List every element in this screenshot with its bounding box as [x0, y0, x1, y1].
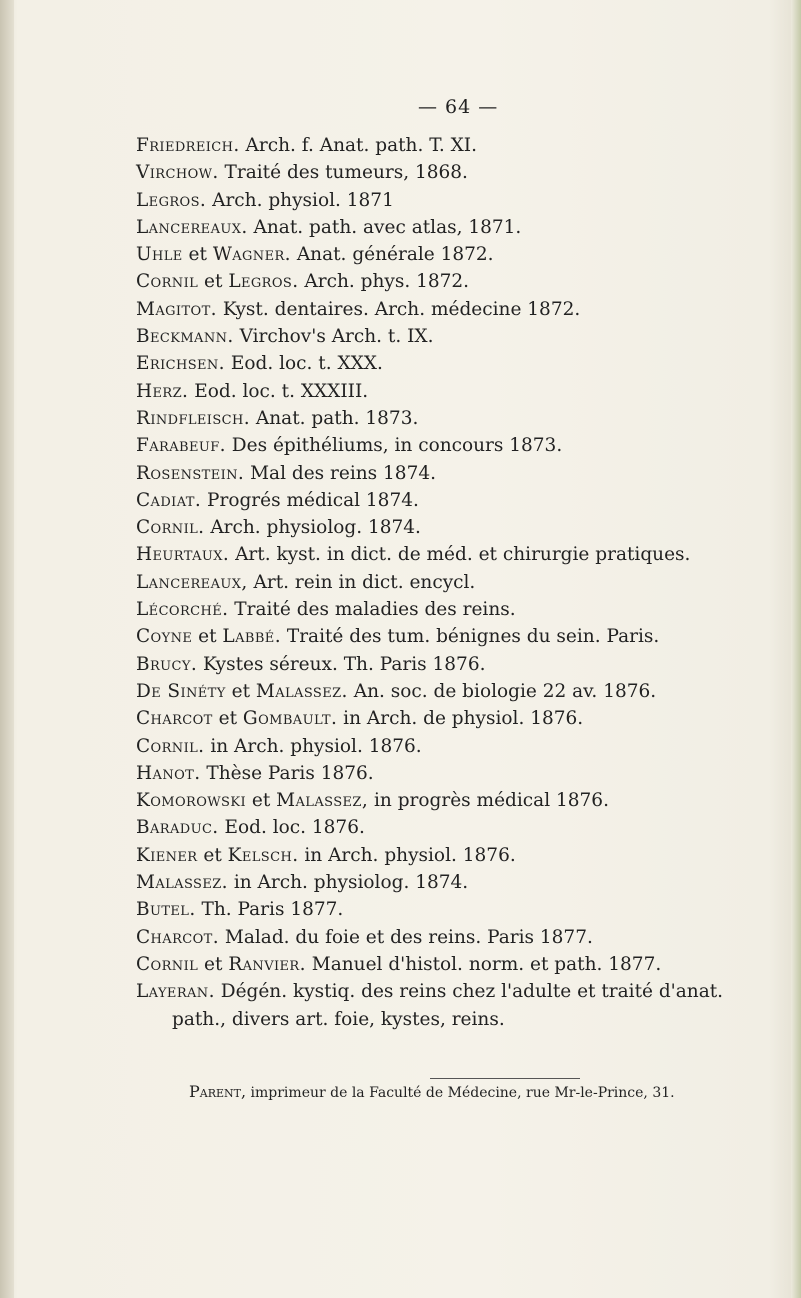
- entry-text: et: [192, 626, 223, 648]
- entry-text: Des épithéliums, in concours 1873.: [225, 435, 563, 457]
- entry-author: Cornil: [136, 953, 199, 975]
- entry-text: in Arch. physiolog. 1874.: [227, 872, 469, 894]
- entry-reference: An. soc. de biologie 22 av. 1876.: [347, 680, 657, 702]
- entry-coauthor: Malassez.: [255, 680, 348, 702]
- entry-text: Arch. physiolog. 1874.: [204, 517, 421, 539]
- entry-author: Cornil.: [136, 735, 205, 757]
- bibliography-entry: [136, 378, 786, 405]
- entry-text: in Arch. physiol. 1876.: [204, 735, 422, 757]
- entry-author: Lancereaux,: [136, 571, 248, 593]
- bibliography-entry: [136, 651, 786, 678]
- printer-footer: [189, 1082, 675, 1101]
- entry-coauthor: Legros.: [228, 271, 299, 293]
- entry-author: Butel.: [136, 899, 196, 921]
- bibliography-entry: [136, 487, 786, 514]
- entry-reference: Arch. phys. 1872.: [298, 271, 470, 293]
- bibliography-entry: [136, 705, 786, 732]
- printer-details: imprimeur de la Faculté de Médecine, rue Mr-le-Prince, 31.: [246, 1085, 675, 1101]
- entry-author: Layeran.: [136, 981, 215, 1003]
- bibliography-entry: [136, 896, 786, 923]
- page-number: — 64 —: [418, 96, 499, 118]
- entry-author: Herz.: [136, 380, 189, 402]
- bibliography-entry: [136, 760, 786, 787]
- bibliography-entry: [136, 268, 786, 295]
- entry-text: Dégén. kystiq. des reins chez l'adulte et traité d'anat.: [214, 981, 724, 1003]
- entry-text: et: [225, 680, 256, 702]
- bibliography-entry: [136, 869, 786, 896]
- entry-text: Eod. loc. 1876.: [218, 817, 365, 839]
- entry-text: Kyst. dentaires. Arch. médecine 1872.: [216, 298, 581, 320]
- printer-name: Parent,: [189, 1082, 247, 1101]
- entry-reference: in Arch. physiol. 1876.: [298, 844, 516, 866]
- bibliography-entry: [136, 787, 786, 814]
- entry-text: Arch. physiol. 1871: [206, 189, 394, 211]
- entry-text: Malad. du foie et des reins. Paris 1877.: [219, 926, 593, 948]
- bibliography-entry: [136, 514, 786, 541]
- entry-coauthor: Gombault.: [242, 708, 338, 730]
- bibliography-entry: [136, 623, 786, 650]
- bibliography-entry: [136, 814, 786, 841]
- footer-rule: [430, 1078, 580, 1079]
- bibliography-entry: [136, 187, 786, 214]
- entry-reference: Traité des tum. bénignes du sein. Paris.: [280, 626, 660, 648]
- entry-reference: Manuel d'histol. norm. et path. 1877.: [305, 953, 662, 975]
- bibliography-entry: [136, 842, 786, 869]
- entry-author: Friedreich.: [136, 135, 240, 156]
- entry-coauthor: Ranvier.: [228, 953, 306, 975]
- entry-author: Lécorché.: [136, 599, 229, 621]
- bibliography-entry: [136, 214, 786, 241]
- entry-author: Heurtaux.: [136, 544, 230, 566]
- entry-text: Eod. loc. t. XXXIII.: [188, 380, 369, 402]
- entry-text: Arch. f. Anat. path. T. XI.: [239, 135, 477, 156]
- entry-author: Charcot.: [136, 926, 220, 948]
- bibliography-entry: [136, 733, 786, 760]
- entry-author: Beckmann.: [136, 326, 234, 348]
- bibliography-entry: [136, 596, 786, 623]
- entry-author: De Sinéty: [136, 680, 226, 702]
- entry-text: Anat. path. 1873.: [250, 407, 419, 429]
- entry-author: Malassez.: [136, 872, 228, 894]
- entry-text: Art. kyst. in dict. de méd. et chirurgie pratiques.: [229, 544, 691, 566]
- entry-author: Brucy.: [136, 653, 198, 675]
- entry-text: et: [246, 790, 277, 812]
- entry-text: et: [212, 708, 243, 730]
- entry-author: Lancereaux.: [136, 216, 248, 238]
- entry-text: Progrés médical 1874.: [201, 489, 419, 511]
- bibliography-entry: [136, 241, 786, 268]
- bibliography-entry: [136, 405, 786, 432]
- entry-text: Virchov's Arch. t. IX.: [233, 326, 434, 348]
- entry-author: Charcot: [136, 708, 213, 730]
- entry-text: et: [197, 844, 228, 866]
- bibliography-entry: [136, 132, 786, 159]
- entry-author: Magitot.: [136, 298, 217, 320]
- entry-author: Virchow.: [136, 162, 219, 184]
- page-left-edge: [0, 0, 14, 1298]
- bibliography-entry: [136, 159, 786, 186]
- bibliography-entry: [136, 951, 786, 978]
- bibliography-entry: [136, 296, 786, 323]
- entry-text: Th. Paris 1877.: [195, 899, 344, 921]
- entry-text: et: [182, 244, 213, 266]
- bibliography-entry: [136, 978, 786, 1033]
- bibliography-entry: [136, 924, 786, 951]
- entry-author: Farabeuf.: [136, 435, 226, 457]
- entry-reference: Anat. générale 1872.: [290, 244, 494, 266]
- bibliography-entry: [136, 350, 786, 377]
- entry-author: Cornil: [136, 271, 199, 293]
- entry-text: et: [198, 953, 229, 975]
- entry-continuation: path., divers art. foie, kystes, reins.: [172, 1008, 505, 1030]
- bibliography-entry: [136, 432, 786, 459]
- bibliography-entry: [136, 541, 786, 568]
- entry-author: Rosenstein.: [136, 462, 245, 484]
- entry-reference: in Arch. de physiol. 1876.: [337, 708, 584, 730]
- entry-author: Kiener: [136, 844, 198, 866]
- entry-text: Traité des maladies des reins.: [228, 599, 516, 621]
- entry-author: Rindfleisch.: [136, 407, 251, 429]
- entry-author: Coyne: [136, 626, 193, 648]
- entry-reference: in progrès médical 1876.: [368, 790, 609, 812]
- entry-text: Kystes séreux. Th. Paris 1876.: [197, 653, 486, 675]
- entry-text: Traité des tumeurs, 1868.: [218, 162, 468, 184]
- entry-coauthor: Labbé.: [222, 626, 281, 648]
- entry-author: Hanot.: [136, 762, 201, 784]
- entry-author: Baraduc.: [136, 817, 219, 839]
- entry-text: Art. rein in dict. encycl.: [247, 571, 476, 593]
- entry-coauthor: Malassez,: [276, 790, 369, 812]
- entry-coauthor: Wagner.: [212, 244, 291, 266]
- entry-text: Anat. path. avec atlas, 1871.: [247, 216, 522, 238]
- bibliography-entry: [136, 678, 786, 705]
- entry-author: Cornil.: [136, 517, 205, 539]
- bibliography-entry: [136, 323, 786, 350]
- entry-author: Legros.: [136, 189, 207, 211]
- entry-text: Mal des reins 1874.: [244, 462, 436, 484]
- entry-author: Komorowski: [136, 790, 247, 812]
- entry-coauthor: Kelsch.: [227, 844, 299, 866]
- bibliography-list: [136, 132, 786, 1033]
- bibliography-entry: [136, 569, 786, 596]
- entry-author: Uhle: [136, 244, 183, 266]
- entry-author: Cadiat.: [136, 489, 202, 511]
- entry-text: Thèse Paris 1876.: [200, 762, 374, 784]
- entry-text: et: [198, 271, 229, 293]
- page-right-edge: [791, 0, 801, 1298]
- entry-text: Eod. loc. t. XXX.: [224, 353, 383, 375]
- entry-author: Erichsen.: [136, 353, 225, 375]
- bibliography-entry: [136, 460, 786, 487]
